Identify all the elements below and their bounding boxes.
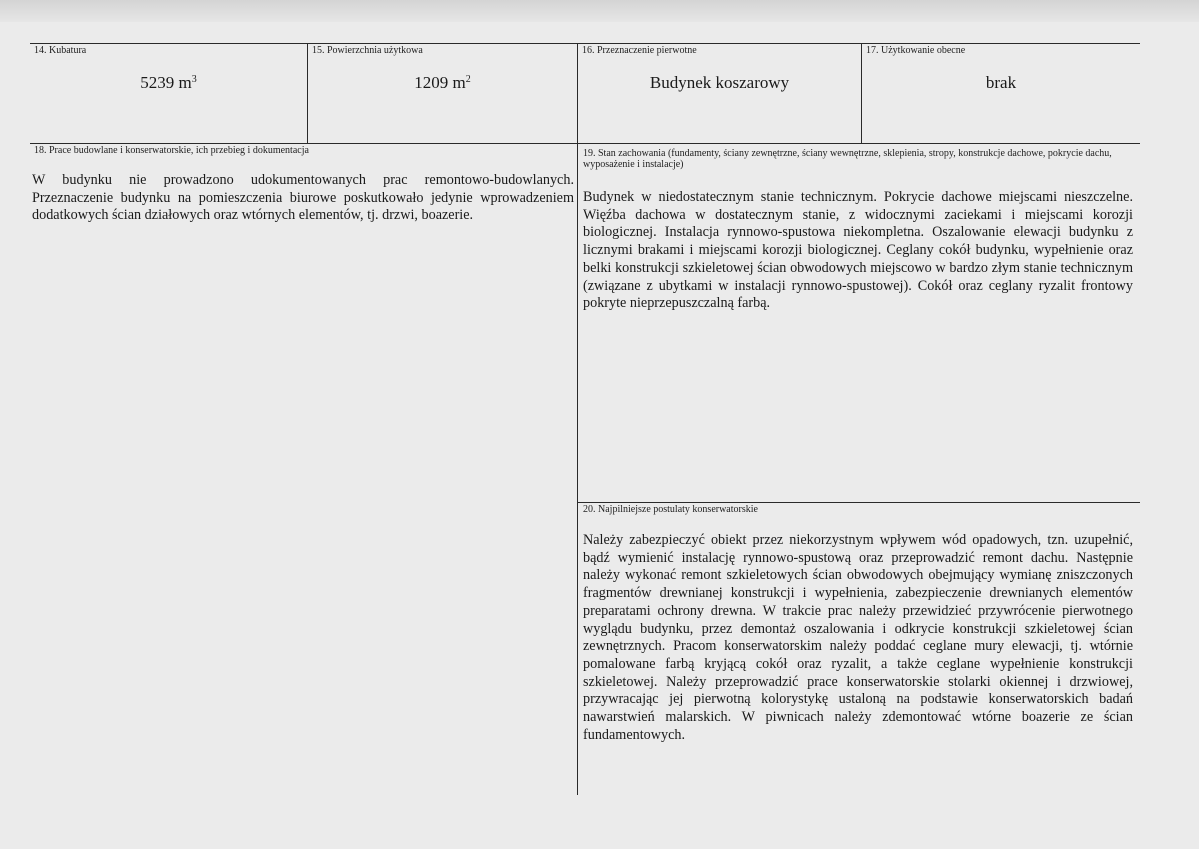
kubatura-value	[30, 73, 307, 93]
kubatura-unit-exponent: 3	[191, 74, 197, 85]
row-divider-1	[30, 143, 1140, 144]
uzytkowanie-value: brak	[985, 73, 1017, 92]
powierzchnia-number: 1209 m	[414, 73, 466, 92]
powierzchnia-label: 15. Powierzchnia użytkowa	[312, 45, 423, 56]
przeznaczenie-value: Budynek koszarowy	[649, 73, 790, 92]
postulaty-label: 20. Najpilniejsze postulaty konserwatorskie	[583, 504, 758, 515]
prace-text: W budynku nie prowadzono udokumentowanych prac remontowo-budowlanych. Przeznaczenie budynku na pomieszczenia biurowe poskutkowało jedynie wprowadzeniem dodatkowych ścian działowych oraz wtórnych elementów, tj. drzwi, boazerie.	[32, 172, 574, 224]
stan-label: 19. Stan zachowania (fundamenty, ściany zewnętrzne, ściany wewnętrzne, sklepienia, stropy, konstrukcje dachowe, pokrycie dachu, wyposażenie i instalacje)	[583, 148, 1112, 170]
row-divider-2	[577, 502, 1140, 503]
scan-top-edge	[0, 0, 1199, 22]
kubatura-number: 5239 m	[140, 73, 192, 92]
powierzchnia-value	[308, 73, 577, 93]
postulaty-text: Należy zabezpieczyć obiekt przez niekorzystnym wpływem wód opadowych, tzn. uzupełnić, bądź wymienić instalację rynnowo-spustową oraz przeprowadzić remont dachu. Następnie należy wykonać remont szkieletowych ścian obwodowych obejmujący wymianę zniszczonych fragmentów drewnianej konstrukcji i wypełnienia, zabezpieczenie drewnianych elementów preparatami ochrony drewna. W trakcie prac należy przewidzieć przywrócenie pierwotnego wyglądu budynku, przez demontaż oszalowania i odkrycie konstrukcji szkieletowej ścian zewnętrznych. Pracom konserwatorskim należy poddać ceglane mury elewacji, tj. wtórnie pomalowane farbą kryjącą cokół oraz ryzalit, a także ceglane wypełnienie konstrukcji szkieletowej. Należy przeprowadzić prace konserwatorskie stolarki okiennej i drzwiowej, przywracając jej pierwotną kolorystykę ustaloną na podstawie konserwatorskich badań nawarstwień malarskich. W piwnicach należy zdemontować wtórne boazerie ze ścian fundamentowych.	[583, 532, 1133, 743]
powierzchnia-unit-exponent: 2	[465, 74, 471, 85]
kubatura-label: 14. Kubatura	[34, 45, 87, 56]
col-divider-3	[861, 43, 862, 144]
uzytkowanie-label: 17. Użytkowanie obecne	[866, 45, 966, 56]
przeznaczenie-label: 16. Przeznaczenie pierwotne	[582, 45, 697, 56]
form-top-border	[30, 43, 1140, 44]
stan-text: Budynek w niedostatecznym stanie technicznym. Pokrycie dachowe miejscami nieszczelne. Więźba dachowa w dostatecznym stanie, z widocznymi zaciekami i miejscami korozji biologicznej. Instalacja rynnowo-spustowa niekompletna. Oszalowanie elewacji budynku z licznymi brakami i miejscami korozji biologicznej. Ceglany cokół budynku, wypełnienie oraz belki konstrukcji szkieletowej ścian obwodowych miejscowo w bardzo złym stanie technicznym (związane z ubytkami w instalacji rynnowo-spustowej). Cokół oraz ceglany ryzalit frontowy pokryte nieprzepuszczalną farbą.	[583, 189, 1133, 312]
prace-label: 18. Prace budowlane i konserwatorskie, ich przebieg i dokumentacja	[34, 145, 309, 156]
col-divider-1	[307, 43, 308, 144]
col-divider-2	[577, 43, 578, 795]
